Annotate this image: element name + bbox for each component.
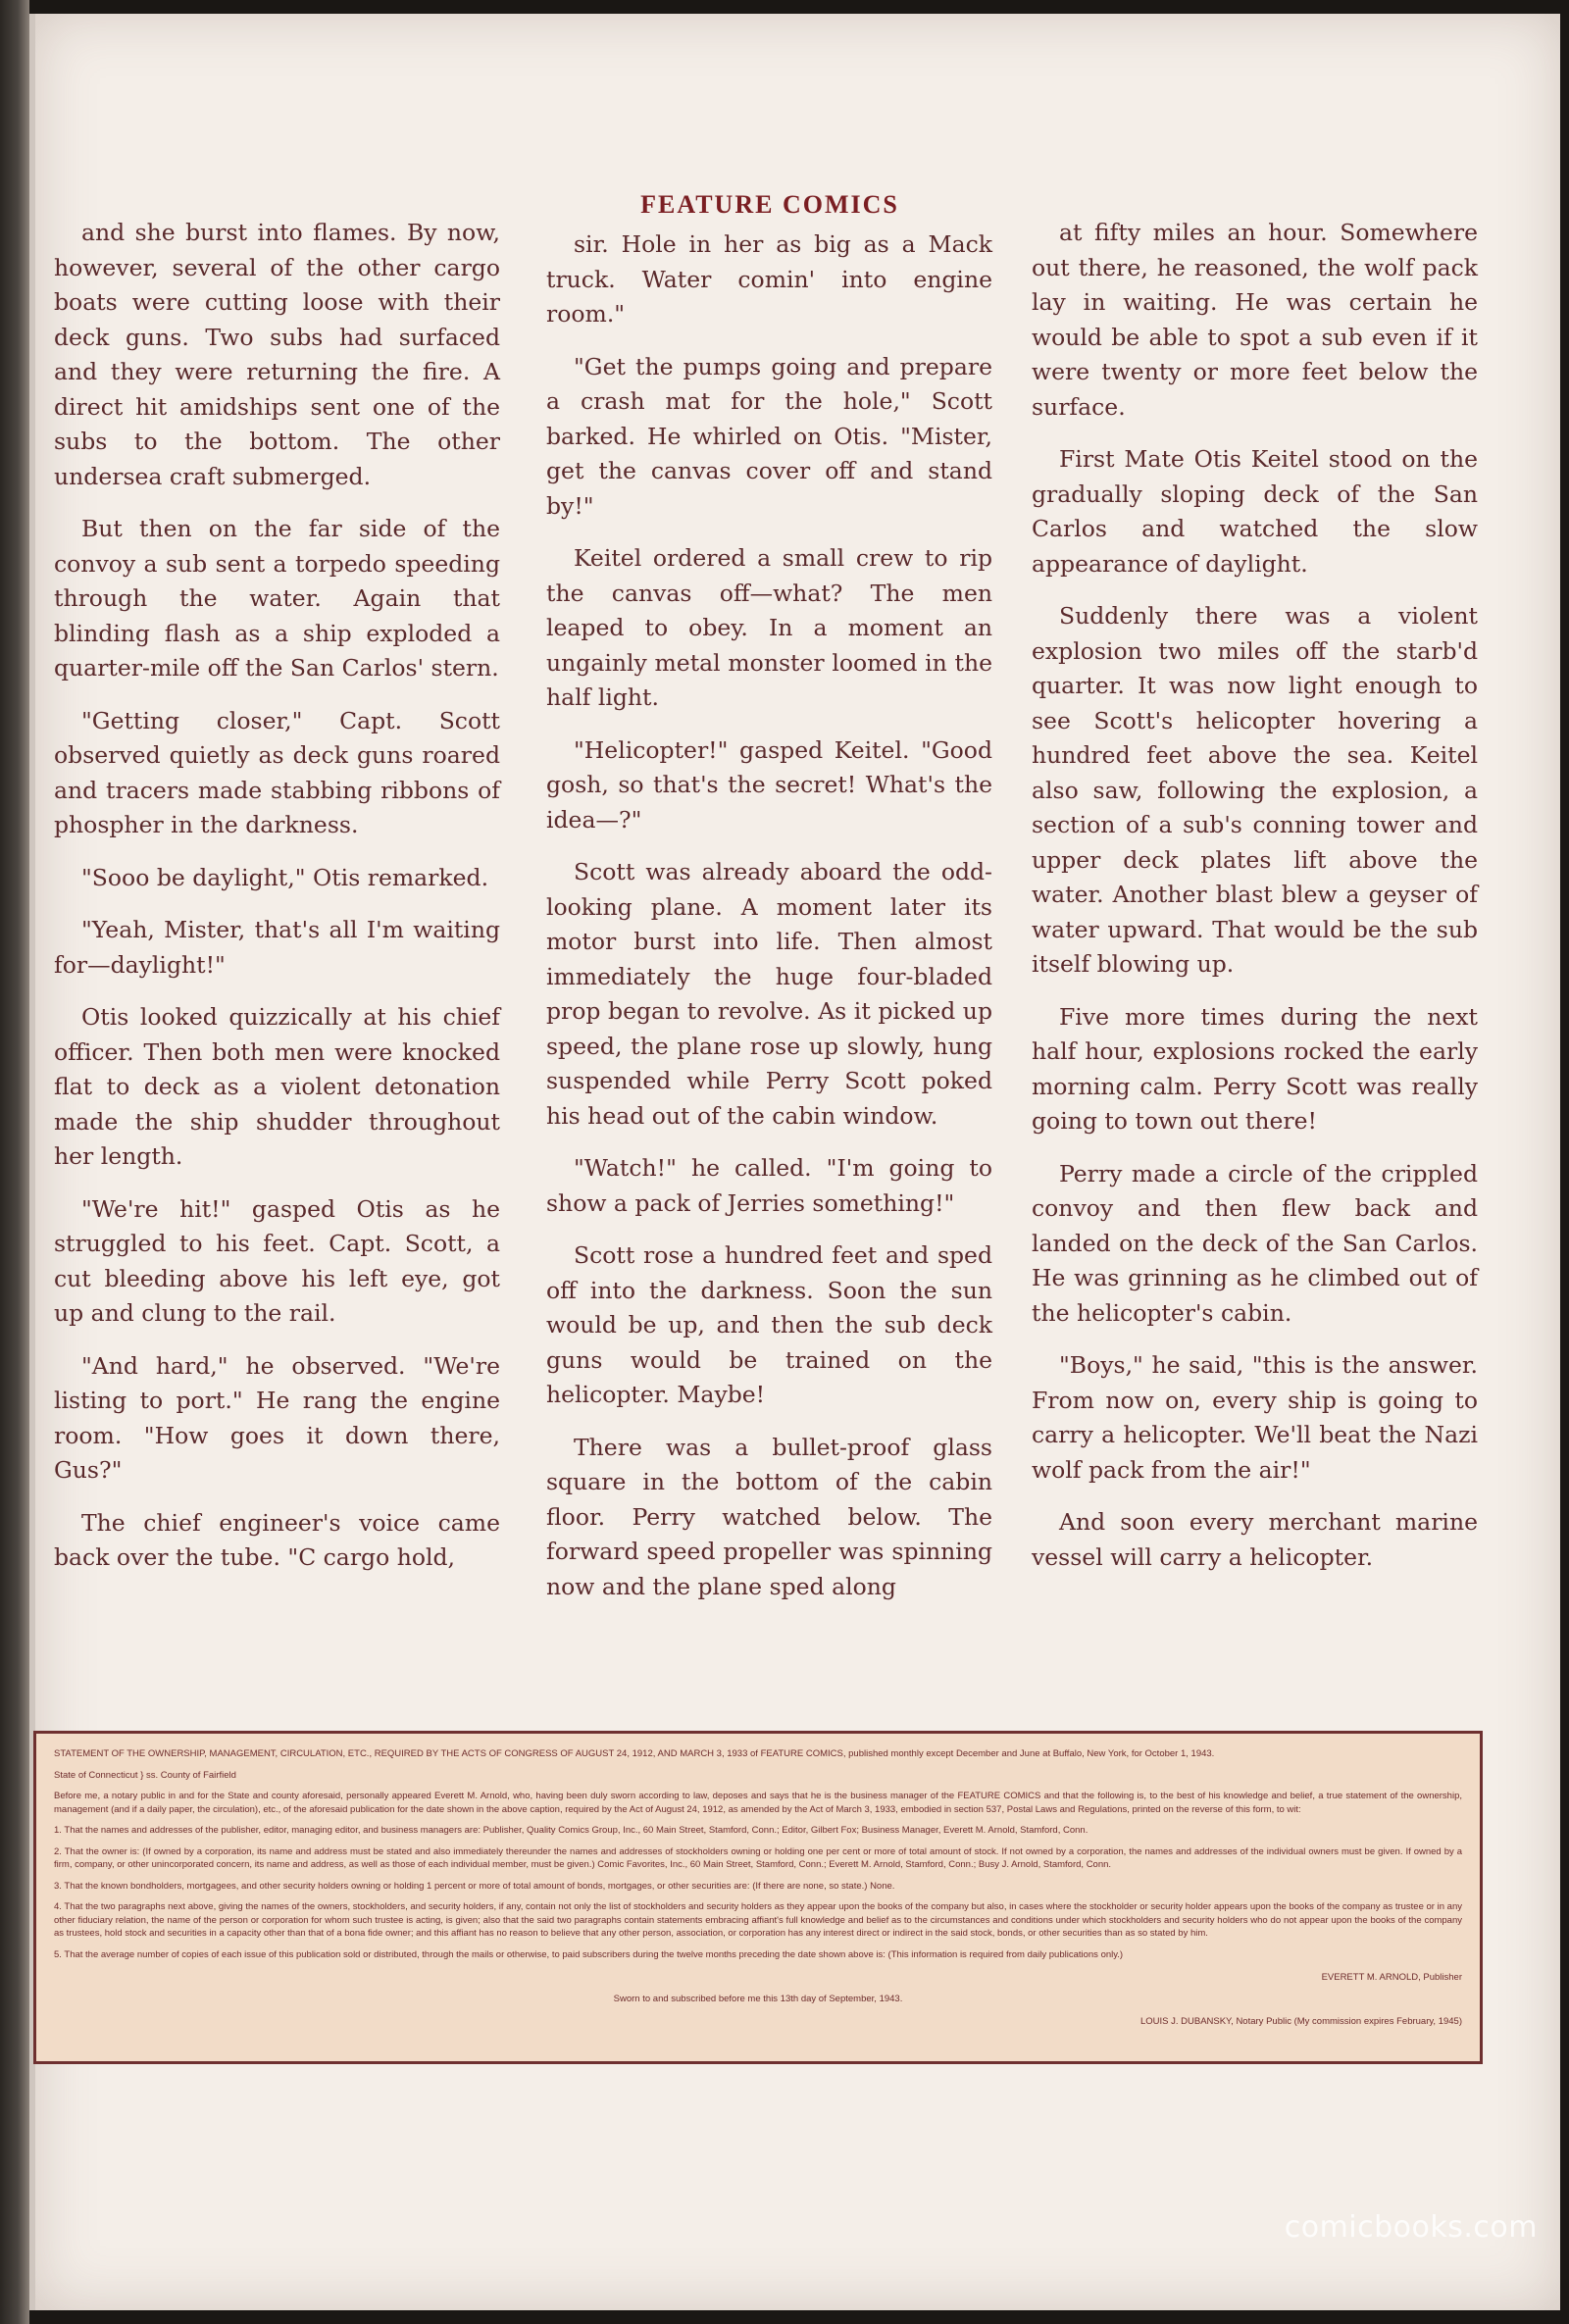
text-column-2: [546, 227, 992, 1622]
paragraph: "Helicopter!" gasped Keitel. "Good gosh, so that's the secret! What's the idea—?": [546, 735, 992, 834]
paragraph: "Yeah, Mister, that's all I'm waiting for—daylight!": [54, 916, 500, 979]
paragraph: "Get the pumps going and prepare a crash mat for the hole," Scott barked. He whirled on Otis. "Mister, get the canvas cover off and stand by!": [546, 352, 992, 520]
paragraph: Keitel ordered a small crew to rip the canvas off—what? The men leaped to obey. In a moment an ungainly metal monster loomed in the half light.: [546, 544, 992, 711]
statement-paragraph: 5. That the average number of copies of each issue of this publication sold or distributed, through the mails or otherwise, to paid subscribers during the twelve months preceding the date shown above is: (This information is required from daily publications only.): [54, 1948, 1124, 1960]
statement-paragraph: 2. That the owner is: (If owned by a corporation, its name and address must be stated and also immediately thereunder the names and addresses of stockholders owning or holding one per cent or more of total amount of stock. If not owned by a corporation, the names and addresses of the individual owners must be given. If owned by a firm, company, or other unincorporated concern, its name and address, as well as those of each individual member, must be given.) Comic Favorites, Inc., 60 Main Street, Stamford, Conn.; Everett M. Arnold, Stamford, Conn.; Busy J. Arnold, Stamford, Conn.: [54, 1845, 1462, 1870]
statement-state: State of Connecticut } ss. County of Fairfield: [54, 1769, 236, 1781]
statement-title: STATEMENT OF THE OWNERSHIP, MANAGEMENT, CIRCULATION, ETC., REQUIRED BY THE ACTS OF CONGRESS OF AUGUST 24, 1912, AND MARCH 3, 1933 of FEATURE COMICS, published monthly except December and June at Buffalo, New York, for October 1, 1943.: [54, 1748, 1215, 1759]
statement-paragraph: 4. That the two paragraphs next above, giving the names of the owners, stockholders, and security holders, if any, contain not only the list of stockholders and security holders as they appear upon the books of the company but also, in cases where the stockholder or security holder appears upon the books of the company as trustee or in any other fiduciary relation, the name of the person or corporation for whom such trustee is acting, is given; also that the said two paragraphs contain statements embracing affiant's full knowledge and belief as to the circumstances and conditions under which stockholders and security holders who do not appear upon the books of the company as trustees, hold stock and securities in a capacity other than that of a bona fide owner; and this affiant has no reason to believe that any other person, association, or corporation has any interest direct or indirect in the said stock, bonds, or other securities than as so stated by him.: [54, 1901, 1462, 1939]
statement-paragraph: 3. That the known bondholders, mortgagees, and other security holders owning or holding 1 percent or more of total amount of bonds, mortgages, or other securities are: (If there are none, so state.) None.: [54, 1880, 895, 1892]
paragraph: But then on the far side of the convoy a sub sent a torpedo speeding through the water. Again that blinding flash as a ship exploded a quarter-mile off the San Carlos' stern.: [54, 515, 500, 682]
paragraph: First Mate Otis Keitel stood on the gradually sloping deck of the San Carlos and watched the slow appearance of daylight.: [1032, 445, 1478, 578]
paragraph: Perry made a circle of the crippled convoy and then flew back and landed on the deck of the San Carlos. He was grinning as he climbed out of the helicopter's cabin.: [1032, 1159, 1478, 1327]
paragraph: "Watch!" he called. "I'm going to show a pack of Jerries something!": [546, 1154, 992, 1217]
paragraph: And soon every merchant marine vessel will carry a helicopter.: [1032, 1508, 1478, 1571]
paragraph: Five more times during the next half hour, explosions rocked the early morning calm. Perry Scott was really going to town out there!: [1032, 1002, 1478, 1135]
statement-paragraph: 1. That the names and addresses of the publisher, editor, managing editor, and business managers are: Publisher, Quality Comics Group, Inc., 60 Main Street, Stamford, Conn.; Editor, Gilbert Fox; Business Manager, Everett M. Arnold, Stamford, Conn.: [54, 1825, 1088, 1836]
statement-paragraph: Before me, a notary public in and for the State and county aforesaid, personally appeared Everett M. Arnold, who, having been duly sworn according to law, deposes and says that he is the business manager of the FEATURE COMICS and that the following is, to the best of his knowledge and belief, a true statement of the ownership, management (and if a daily paper, the circulation), etc., of the aforesaid publication for the date shown in the above caption, required by the Act of August 24, 1912, as amended by the Act of March 3, 1933, embodied in section 537, Postal Laws and Regulations, printed on the reverse of this form, to wit:: [54, 1791, 1462, 1815]
paragraph: "And hard," he observed. "We're listing to port." He rang the engine room. "How goes it down there, Gus?": [54, 1351, 500, 1484]
paragraph: "Getting closer," Capt. Scott observed quietly as deck guns roared and tracers made stabbing ribbons of phospher in the darkness.: [54, 706, 500, 838]
paragraph: Otis looked quizzically at his chief officer. Then both men were knocked flat to deck as a violent detonation made the ship shudder throughout her length.: [54, 1003, 500, 1170]
paragraph: "Sooo be daylight," Otis remarked.: [81, 863, 489, 891]
ownership-statement-box: [33, 1731, 1483, 2064]
paragraph: at fifty miles an hour. Somewhere out there, he reasoned, the wolf pack lay in waiting. He was certain he would be able to spot a sub even if it were twenty or more feet below the surface.: [1032, 219, 1478, 421]
page-edge: [0, 0, 29, 2324]
paragraph: and she burst into flames. By now, however, several of the other cargo boats were cutting loose with their deck guns. Two subs had surfaced and they were returning the fire. A direct hit amidships sent one of the subs to the bottom. The other undersea craft submerged.: [54, 219, 500, 490]
paragraph: The chief engineer's voice came back over the tube. "C cargo hold,: [54, 1508, 500, 1571]
statement-notary: LOUIS J. DUBANSKY, Notary Public (My commission expires February, 1945): [1139, 2016, 1462, 2027]
paragraph: Scott rose a hundred feet and sped off into the darkness. Soon the sun would be up, and then the sub deck guns would be trained on the helicopter. Maybe!: [546, 1241, 992, 1408]
statement-signature: EVERETT M. ARNOLD, Publisher: [1321, 1972, 1462, 1983]
paragraph: There was a bullet-proof glass square in the bottom of the cabin floor. Perry watched below. The forward speed propeller was spinning now and the plane sped along: [546, 1433, 992, 1600]
text-column-3: [1032, 216, 1478, 1592]
paragraph: Scott was already aboard the odd-looking plane. A moment later its motor burst into life. Then almost immediately the huge four-bladed prop began to revolve. As it picked up speed, the plane rose up slowly, hung suspended while Perry Scott poked his head out of the cabin window.: [546, 858, 992, 1130]
statement-subscribed: Sworn to and subscribed before me this 13th day of September, 1943.: [613, 1993, 903, 2004]
paragraph: "Boys," he said, "this is the answer. From now on, every ship is going to carry a helicopter. We'll beat the Nazi wolf pack from the air!": [1032, 1351, 1478, 1484]
page-header: FEATURE COMICS: [640, 190, 899, 219]
paragraph: sir. Hole in her as big as a Mack truck. Water comin' into engine room.": [546, 230, 992, 328]
site-watermark: comicbooks.com: [1284, 2210, 1538, 2245]
text-column-1: [54, 216, 500, 1593]
paragraph: Suddenly there was a violent explosion two miles off the starb'd quarter. It was now light enough to see Scott's helicopter hovering a hundred feet above the sea. Keitel also saw, following the explosion, a section of a sub's conning tower and upper deck plates lift above the water. Another blast blew a geyser of water upward. That would be the sub itself blowing up.: [1032, 602, 1478, 978]
paragraph: "We're hit!" gasped Otis as he struggled to his feet. Capt. Scott, a cut bleeding above his left eye, got up and clung to the rail.: [54, 1194, 500, 1327]
